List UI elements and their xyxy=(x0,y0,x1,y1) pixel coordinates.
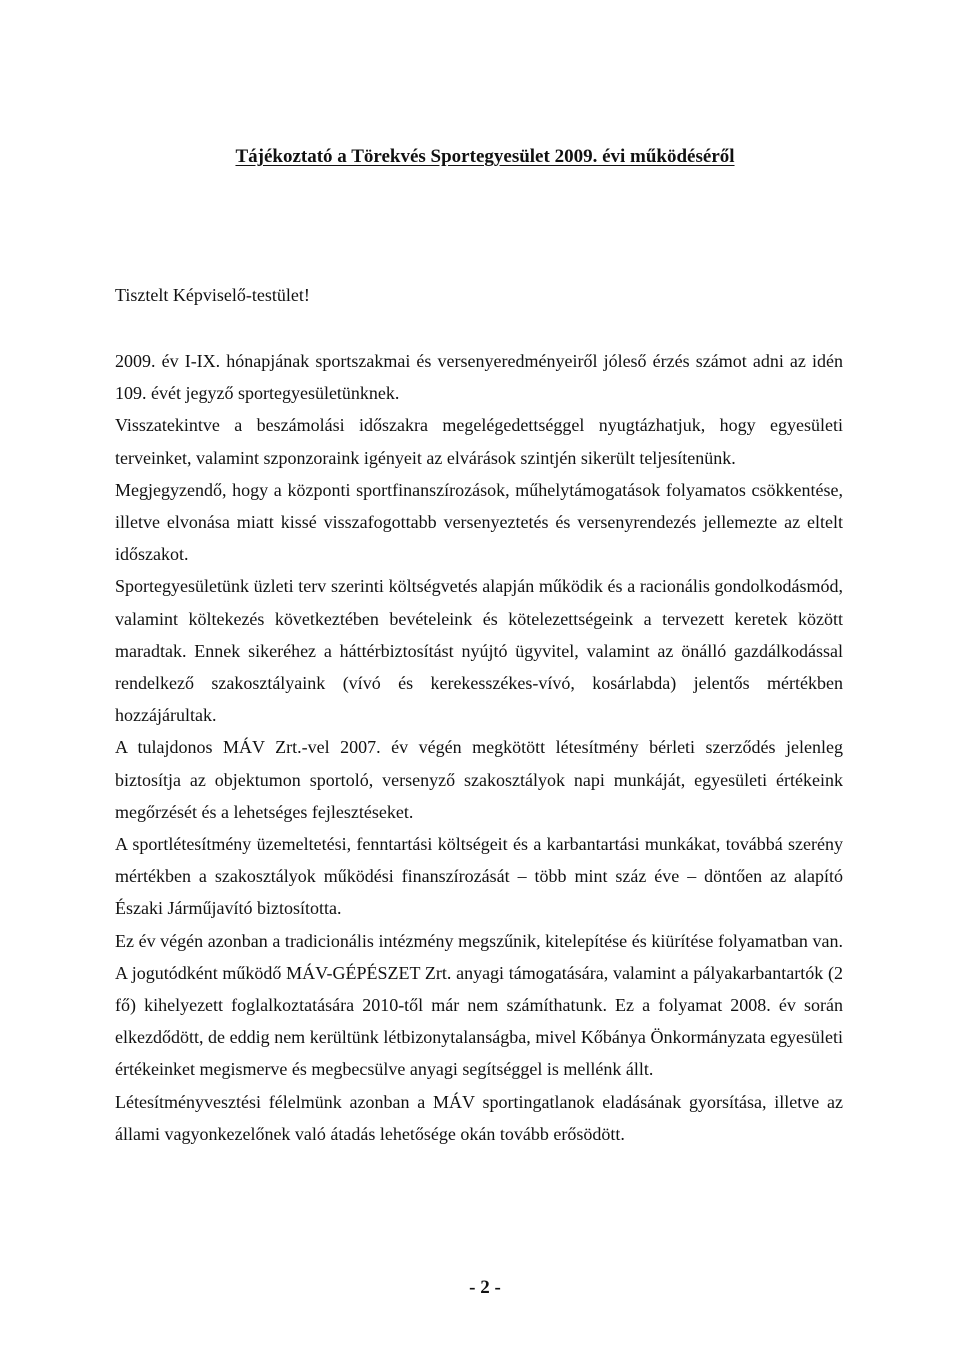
paragraph: Ez év végén azonban a tradicionális intézmény megszűnik, kitelepítése és kiürítése folyamatban van. A jogutódként működő MÁV-GÉPÉSZET Zrt. anyagi támogatására, valamint a pályakarbantartók (2 fő) kihelyezett foglalkoztatására 2010-től már nem számíthatunk. Ez a folyamat 2008. év során elkezdődött, de eddig nem kerültünk létbizonytalanságba, mivel Kőbánya Önkormányzata egyesületi értékeinket megismerve és megbecsülve anyagi segítséggel is mellénk állt. xyxy=(115,930,843,1080)
body-text xyxy=(115,345,843,1150)
document-title: Tájékoztató a Törekvés Sportegyesület 2009. évi működéséről xyxy=(235,146,735,167)
paragraph: Sportegyesületünk üzleti terv szerinti költségvetés alapján működik és a racionális gondolkodásmód, valamint költekezés következtében bevételeink és kötelezettségeink a tervezett keretek között maradtak. Ennek sikeréhez a háttérbiztosítást nyújtó ügyvitel, valamint az önálló gazdálkodással rendelkező szakosztályaink (vívó és kerekesszékes-vívó, kosárlabda) jelentős mértékben hozzájárultak. xyxy=(115,576,843,726)
paragraph: Visszatekintve a beszámolási időszakra megelégedettséggel nyugtázhatjuk, hogy egyesületi terveinket, valamint szponzoraink igényeit az elvárások szintjén sikerült teljesítenünk. xyxy=(115,415,843,468)
salutation: Tisztelt Képviselő-testület! xyxy=(115,285,310,305)
paragraph: 2009. év I-IX. hónapjának sportszakmai és versenyeredményeiről jóleső érzés számot adni az idén 109. évét jegyző sportegyesületünknek. xyxy=(115,351,843,404)
page-number: - 2 - xyxy=(469,1277,501,1298)
paragraph: A tulajdonos MÁV Zrt.-vel 2007. év végén megkötött létesítmény bérleti szerződés jelenleg biztosítja az objektumon sportoló, versenyző szakosztályok napi munkáját, egyesületi értékeink megőrzését és a lehetséges fejlesztéseket. xyxy=(115,737,843,822)
paragraph: Létesítményvesztési félelmünk azonban a MÁV sportingatlanok eladásának gyorsítása, illetve az állami vagyonkezelőnek való átadás lehetősége okán tovább erősödött. xyxy=(115,1091,843,1144)
paragraph: A sportlétesítmény üzemeltetési, fenntartási költségeit és a karbantartási munkákat, továbbá szerény mértékben a szakosztályok működési finanszírozását – több mint száz éve – döntően az alapító Északi Járműjavító biztosította. xyxy=(115,834,843,919)
paragraph: Megjegyzendő, hogy a központi sportfinanszírozások, műhelytámogatások folyamatos csökkentése, illetve elvonása miatt kissé visszafogottabb versenyeztetés és versenyrendezés jellemezte az eltelt időszakot. xyxy=(115,479,843,565)
